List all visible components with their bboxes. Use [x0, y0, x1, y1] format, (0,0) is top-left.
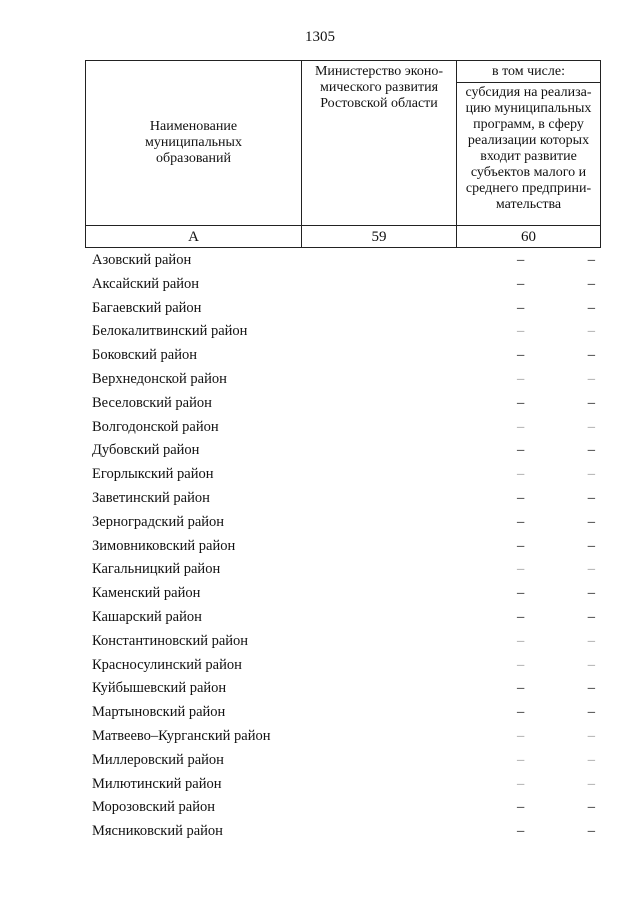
value-59: –	[517, 799, 525, 816]
value-60: –	[587, 823, 595, 840]
value-59: –	[517, 370, 525, 387]
value-60: –	[587, 537, 595, 554]
index-60: 60	[457, 226, 601, 248]
data-rows	[85, 249, 601, 844]
district-name: Куйбышевский район	[92, 680, 227, 697]
value-60: –	[587, 751, 595, 768]
value-59: –	[517, 489, 525, 506]
value-59: –	[517, 394, 525, 411]
district-name: Кагальницкий район	[92, 561, 221, 578]
district-name: Каменский район	[92, 585, 201, 602]
value-59: –	[517, 442, 525, 459]
value-59: –	[517, 585, 525, 602]
value-60: –	[587, 252, 595, 268]
district-name: Красносулинский район	[92, 656, 242, 673]
value-59: –	[517, 347, 525, 364]
value-60: –	[587, 299, 595, 316]
table-row	[85, 249, 601, 273]
value-60: –	[587, 394, 595, 411]
value-59: –	[517, 466, 525, 483]
header-including: в том числе:	[457, 61, 601, 83]
district-name: Зерноградский район	[92, 513, 225, 530]
value-59: –	[517, 252, 525, 268]
value-59: –	[517, 775, 525, 792]
value-60: –	[587, 632, 595, 649]
district-name: Веселовский район	[92, 394, 212, 411]
value-60: –	[587, 489, 595, 506]
table-row	[85, 297, 601, 321]
district-name: Зимовниковский район	[92, 537, 236, 554]
value-60: –	[587, 418, 595, 435]
table-row	[85, 654, 601, 678]
value-60: –	[587, 323, 595, 340]
value-59: –	[517, 823, 525, 840]
value-59: –	[517, 608, 525, 625]
district-name: Константиновский район	[92, 632, 249, 649]
header-name-column: Наименование муниципальных образований	[86, 61, 302, 226]
value-60: –	[587, 585, 595, 602]
table-row	[85, 606, 601, 630]
value-60: –	[587, 513, 595, 530]
district-name: Волгодонской район	[92, 418, 219, 435]
district-name: Милютинский район	[92, 775, 222, 792]
value-60: –	[587, 799, 595, 816]
value-59: –	[517, 418, 525, 435]
value-59: –	[517, 751, 525, 768]
value-59: –	[517, 727, 525, 744]
table-row	[85, 749, 601, 773]
index-a: А	[86, 226, 302, 248]
header-table	[85, 60, 601, 248]
index-59: 59	[302, 226, 457, 248]
table-row	[85, 511, 601, 535]
value-59: –	[517, 561, 525, 578]
table-row	[85, 273, 601, 297]
table-row	[85, 558, 601, 582]
table-row	[85, 320, 601, 344]
value-60: –	[587, 370, 595, 387]
value-60: –	[587, 347, 595, 364]
district-name: Аксайский район	[92, 275, 200, 292]
value-60: –	[587, 608, 595, 625]
district-name: Боковский район	[92, 347, 197, 364]
district-name: Верхнедонской район	[92, 370, 227, 387]
value-60: –	[587, 275, 595, 292]
district-name: Миллеровский район	[92, 751, 224, 768]
table-row	[85, 344, 601, 368]
district-name: Багаевский район	[92, 299, 202, 316]
table-row	[85, 582, 601, 606]
value-60: –	[587, 656, 595, 673]
value-60: –	[587, 727, 595, 744]
district-name: Мясниковский район	[92, 823, 223, 840]
header-subsidy-column: субсидия на реализа- цию муниципальных программ, в сферу реализации которых входит развитие субъектов малого и среднего предприни- мательства	[457, 83, 601, 226]
value-59: –	[517, 632, 525, 649]
table-row	[85, 820, 601, 844]
table-row	[85, 463, 601, 487]
value-60: –	[587, 775, 595, 792]
value-60: –	[587, 442, 595, 459]
table-row	[85, 701, 601, 725]
district-name: Матвеево–Курганский район	[92, 727, 271, 744]
value-60: –	[587, 466, 595, 483]
column-index-row	[86, 226, 601, 248]
table-row	[85, 439, 601, 463]
value-59: –	[517, 299, 525, 316]
table-row	[85, 392, 601, 416]
value-59: –	[517, 656, 525, 673]
district-name: Морозовский район	[92, 799, 216, 816]
value-59: –	[517, 680, 525, 697]
value-59: –	[517, 323, 525, 340]
district-name: Мартыновский район	[92, 704, 226, 721]
district-name: Дубовский район	[92, 442, 200, 459]
value-60: –	[587, 704, 595, 721]
value-59: –	[517, 275, 525, 292]
value-60: –	[587, 680, 595, 697]
value-59: –	[517, 704, 525, 721]
value-59: –	[517, 537, 525, 554]
district-name: Белокалитвинский район	[92, 323, 248, 340]
district-name: Егорлыкский район	[92, 466, 214, 483]
header-ministry-column: Министерство эконо- мического развития Ростовской области	[302, 61, 457, 226]
table-row	[85, 368, 601, 392]
table-row	[85, 487, 601, 511]
table-row	[85, 796, 601, 820]
table-row	[85, 725, 601, 749]
table-row	[85, 630, 601, 654]
table-row	[85, 416, 601, 440]
district-name: Азовский район	[92, 252, 192, 268]
table-row	[85, 535, 601, 559]
value-60: –	[587, 561, 595, 578]
table-row	[85, 773, 601, 797]
district-name: Заветинский район	[92, 489, 210, 506]
page-number: 1305	[305, 29, 335, 45]
value-59: –	[517, 513, 525, 530]
district-name: Кашарский район	[92, 608, 202, 625]
table-row	[85, 677, 601, 701]
